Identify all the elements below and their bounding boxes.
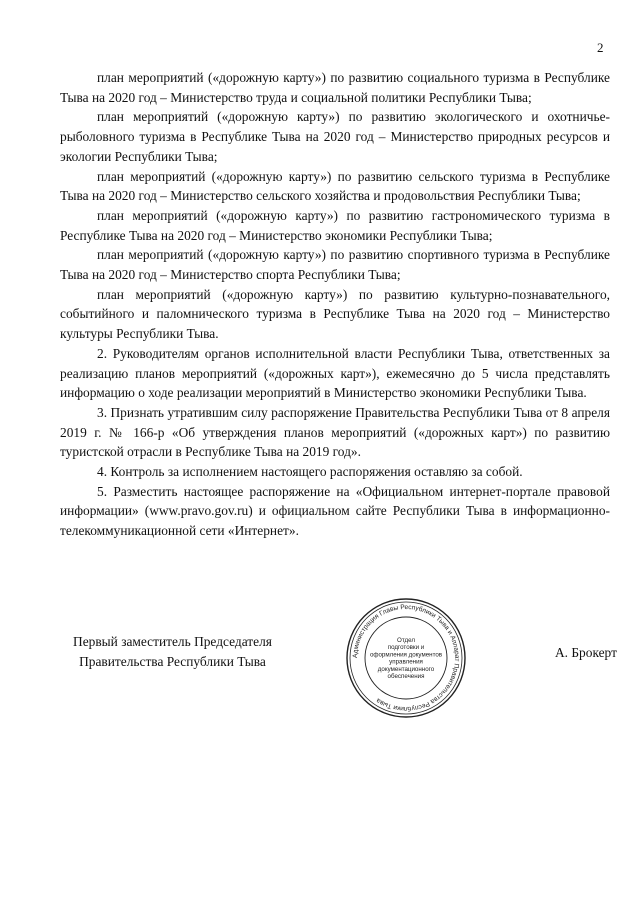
paragraph: 4. Контроль за исполнением настоящего распоряжения оставляю за собой. — [97, 464, 523, 480]
official-stamp — [344, 596, 468, 720]
stamp-center-line: оформления документов — [369, 651, 443, 659]
paragraph: план мероприятий («дорожную карту») по развитию экологического и охотничье-рыболовного туризма в Республике Тыва на 2020 год – Министерство природных ресурсов и экологии Республики Тыва; — [60, 109, 610, 164]
paragraph: 2. Руководителям органов исполнительной власти Республики Тыва, ответственных за реализацию планов мероприятий («дорожных карт»), ежемесячно до 5 числа представлять информацию о ходе реализации мероприятий в Министерство экономики Республики Тыва. — [60, 345, 610, 401]
signature-block — [60, 603, 620, 722]
paragraph: план мероприятий («дорожную карту») по развитию социального туризма в Республике Тыва на 2020 год – Министерство труда и социальной политики Республики Тыва; — [60, 70, 610, 105]
stamp-center-line: обеспечения — [387, 673, 425, 680]
stamp-center-line: управления — [389, 658, 423, 666]
stamp-center-line: подготовки и — [387, 644, 425, 652]
page-number: 2 — [597, 40, 604, 55]
signer-title-line: Первый заместитель Председателя — [73, 634, 272, 649]
stamp-center-line: документационного — [377, 665, 435, 673]
paragraph: план мероприятий («дорожную карту») по развитию культурно-познавательного, событийного и паломнического туризма в Республике Тыва на 2020 год – Министерство культуры Республики Тыва. — [60, 286, 610, 342]
stamp-ring-text: Администрация Главы Республики Тыва и Аппарат Правительства Республики Тыва — [351, 603, 461, 713]
paragraph: план мероприятий («дорожную карту») по развитию гастрономического туризма в Республике Тыва на 2020 год – Министерство экономики Республики Тыва; — [60, 207, 610, 243]
signer-title — [60, 632, 285, 671]
paragraph: план мероприятий («дорожную карту») по развитию сельского туризма в Республике Тыва на 2020 год – Министерство сельского хозяйства и продовольствия Республики Тыва; — [60, 168, 610, 204]
signer-title-line: Правительства Республики Тыва — [79, 653, 266, 669]
paragraph: план мероприятий («дорожную карту») по развитию спортивного туризма в Республике Тыва на 2020 год – Министерство спорта Республики Тыва; — [60, 247, 610, 283]
stamp-center-line: Отдел — [397, 637, 415, 644]
document-body — [60, 68, 610, 541]
paragraph: 3. Признать утратившим силу распоряжение Правительства Республики Тыва от 8 апреля 2019 г. № 166-р «Об утверждения планов мероприятий («дорожных карт») по развитию туристской отрасли в Республике Тыва на 2019 год». — [60, 404, 610, 460]
signer-name: А. Брокерт — [555, 645, 617, 660]
paragraph: 5. Разместить настоящее распоряжение на «Официальном интернет-портале правовой информации» (www.pravo.gov.ru) и официальном сайте Республики Тыва в информационно-телекоммуникационной сети «Интернет». — [60, 483, 610, 539]
